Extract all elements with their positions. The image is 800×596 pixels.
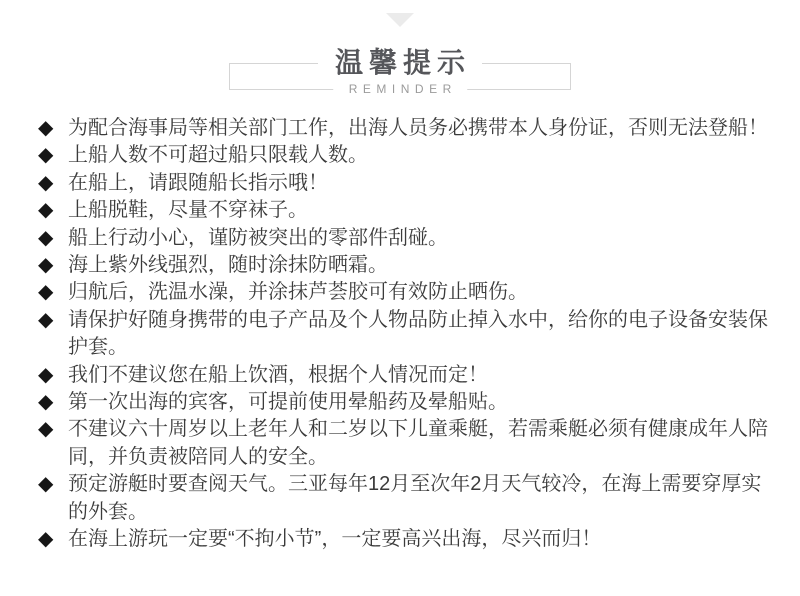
tip-item: [38, 115, 800, 142]
diamond-bullet-icon: ◆: [38, 199, 54, 222]
tip-text: 船上行动小心，谨防被突出的零部件刮碰。: [68, 226, 448, 249]
diamond-bullet-icon: ◆: [38, 117, 54, 139]
diamond-bullet-icon: ◆: [38, 144, 54, 167]
diamond-bullet-icon: ◆: [38, 473, 54, 496]
tip-item: [38, 471, 800, 526]
tips-list: [0, 115, 800, 554]
diamond-bullet-icon: ◆: [38, 391, 54, 414]
header-frame: [229, 47, 571, 96]
diamond-bullet-icon: ◆: [38, 281, 54, 304]
tip-item: [38, 252, 800, 279]
tip-text: 在船上，请跟随船长指示哦！: [68, 171, 328, 194]
tip-item: [38, 197, 800, 224]
diamond-bullet-icon: ◆: [38, 528, 54, 551]
reminder-notice-page: [0, 13, 800, 596]
diamond-bullet-icon: ◆: [38, 254, 54, 277]
tip-item: [38, 389, 800, 416]
diamond-bullet-icon: ◆: [38, 171, 54, 194]
tip-text: 预定游艇时要查阅天气。三亚每年12月至次年2月天气较冷，在海上需要穿厚实的外套。: [68, 473, 762, 523]
tip-item: [38, 307, 800, 362]
tip-item: [38, 170, 800, 197]
tip-text: 归航后，洗温水澡，并涂抹芦荟胶可有效防止晒伤。: [68, 281, 528, 304]
tip-item: [38, 526, 800, 553]
tip-text: 请保护好随身携带的电子产品及个人物品防止掉入水中，给你的电子设备安装保护套。: [68, 308, 768, 359]
diamond-bullet-icon: ◆: [38, 226, 54, 249]
tip-text: 我们不建议您在船上饮酒，根据个人情况而定！: [68, 363, 488, 386]
tip-text: 上船人数不可超过船只限载人数。: [68, 144, 368, 167]
tip-text: 第一次出海的宾客，可提前使用晕船药及晕船贴。: [68, 391, 508, 414]
page-subtitle: REMINDER: [333, 80, 467, 98]
tip-text: 不建议六十周岁以上老年人和二岁以下儿童乘艇，若需乘艇必须有健康成年人陪同，并负责被陪同人的安全。: [68, 418, 768, 468]
tip-text: 为配合海事局等相关部门工作，出海人员务必携带本人身份证，否则无法登船！: [68, 117, 768, 139]
tip-text: 在海上游玩一定要“不拘小节”，一定要高兴出海，尽兴而归！: [68, 528, 602, 551]
diamond-bullet-icon: ◆: [38, 418, 54, 441]
tip-item: [38, 225, 800, 252]
diamond-bullet-icon: ◆: [38, 308, 54, 331]
down-triangle-icon: [386, 13, 414, 27]
tip-item: [38, 279, 800, 306]
tip-item: [38, 142, 800, 169]
tip-text: 海上紫外线强烈，随时涂抹防晒霜。: [68, 254, 388, 277]
tip-text: 上船脱鞋，尽量不穿袜子。: [68, 199, 308, 222]
diamond-bullet-icon: ◆: [38, 363, 54, 386]
tip-item: [38, 416, 800, 471]
tip-item: [38, 362, 800, 389]
page-title: 温馨提示: [318, 47, 482, 79]
